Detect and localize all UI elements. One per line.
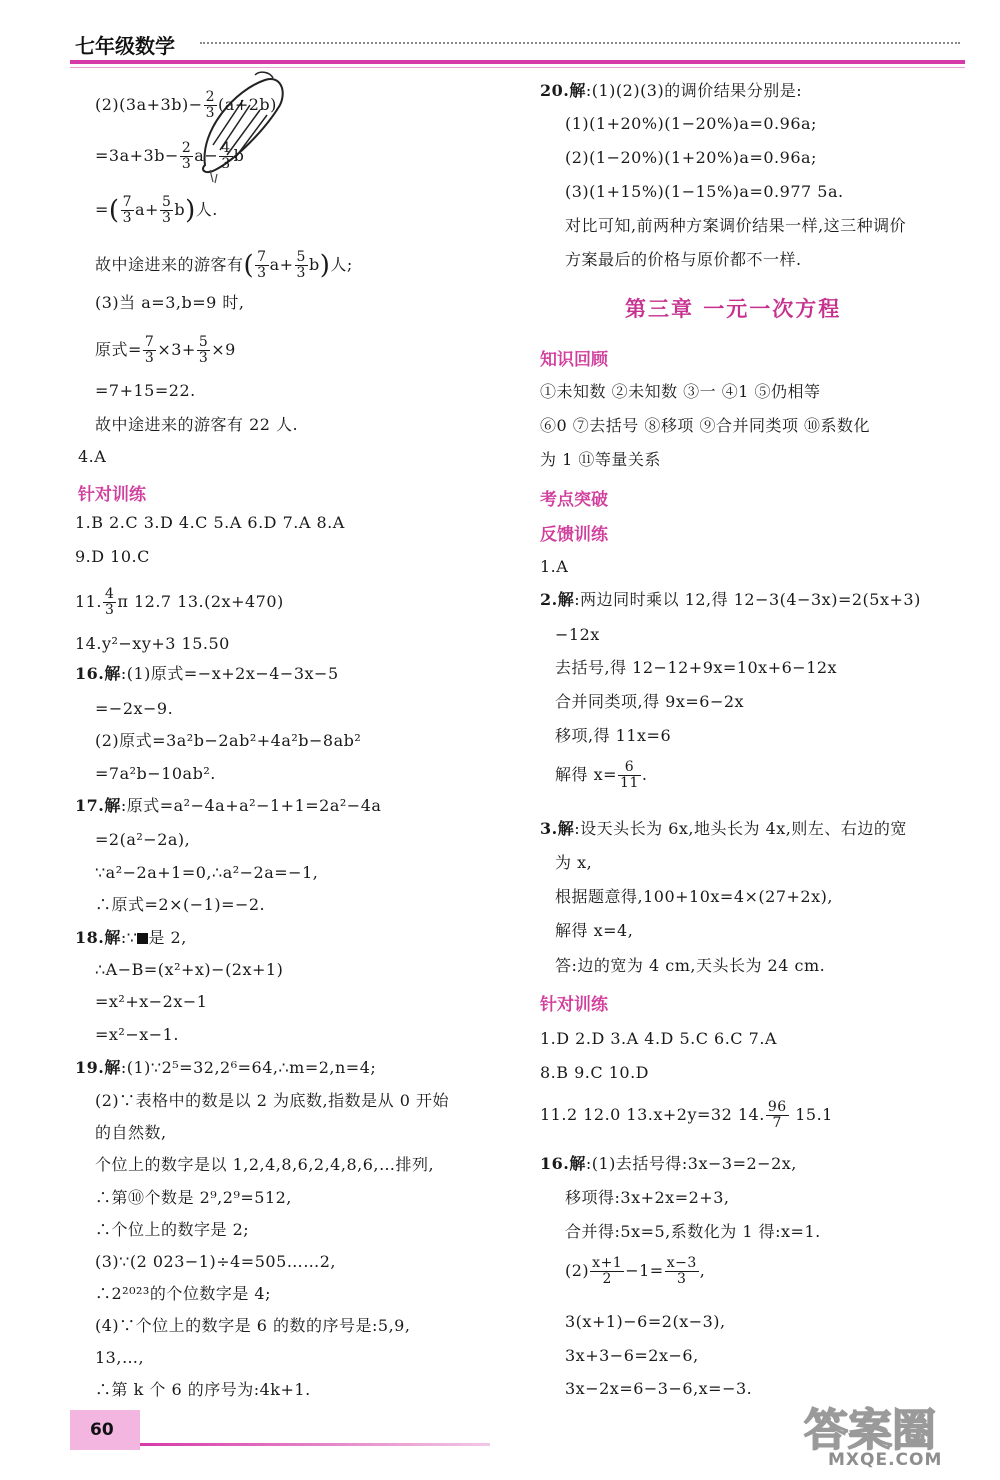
fraction-numerator: x+1 <box>592 1255 623 1271</box>
text-line <box>95 730 361 752</box>
text-line <box>565 1311 726 1333</box>
fraction-denominator: 3 <box>257 265 267 281</box>
text-run: 为 x, <box>555 853 593 872</box>
text-line <box>95 1187 292 1209</box>
text-line <box>565 1221 821 1243</box>
fraction <box>103 587 116 618</box>
text-run: ∴第⑩个数是 2⁹,2⁹=512, <box>95 1188 292 1207</box>
text-line <box>95 1219 249 1241</box>
text-line <box>555 624 600 646</box>
header-dotted-rule <box>200 42 960 44</box>
text-line <box>95 1024 179 1046</box>
fraction <box>121 195 134 226</box>
footer-rule <box>140 1443 490 1446</box>
text-run: =−2x−9. <box>95 699 174 718</box>
answer-label: 2.解 <box>540 590 575 609</box>
text-line <box>540 1062 649 1084</box>
text-line <box>75 795 381 817</box>
text-run: b <box>174 200 186 219</box>
text-line <box>95 90 277 121</box>
text-line <box>555 920 633 942</box>
text-run: a+ <box>134 200 159 219</box>
answer-label: 16.解 <box>540 1154 586 1173</box>
text-line <box>95 380 196 402</box>
text-line <box>565 215 906 237</box>
text-run: ×3+ <box>157 340 196 359</box>
text-line <box>95 894 265 916</box>
answer-label: 19.解 <box>75 1058 121 1077</box>
text-run: a+ <box>269 255 294 274</box>
text-line <box>565 181 844 203</box>
text-line <box>540 80 802 102</box>
watermark-glyph: 答案圈 <box>804 1405 936 1456</box>
fraction-numerator: 2 <box>181 140 192 156</box>
fraction <box>766 1100 789 1131</box>
text-run: :原式=a²−4a+a²−1+1=2a²−4a <box>120 796 382 815</box>
text-line <box>75 633 230 655</box>
fraction <box>665 1256 699 1287</box>
text-line <box>95 1122 167 1144</box>
text-run: :两边同时乘以 12,得 12−3(4−3x)=2(5x+3) <box>574 590 921 609</box>
fraction <box>160 195 173 226</box>
text-run: =7a²b−10ab². <box>95 764 216 783</box>
text-run: −12x <box>555 625 600 644</box>
text-line <box>565 1256 705 1287</box>
text-line <box>95 829 190 851</box>
text-run: :(1)去括号得:3x−3=2−2x, <box>585 1154 797 1173</box>
text-line <box>75 1057 376 1079</box>
text-run: b <box>308 255 320 274</box>
text-line <box>95 250 353 281</box>
text-line <box>565 147 817 169</box>
text-run: ∵a²−2a+1=0,∴a²−2a=−1, <box>95 863 319 882</box>
text-run: 人; <box>330 255 353 274</box>
text-run: 11. <box>75 592 102 611</box>
text-line <box>75 927 187 949</box>
text-run: =3a+3b− <box>95 146 179 165</box>
text-run: −1= <box>625 1261 664 1280</box>
text-line <box>540 556 568 578</box>
fraction-denominator: 3 <box>205 105 216 121</box>
fraction-denominator: 2 <box>602 1271 612 1287</box>
text-run: 人. <box>195 200 218 219</box>
text-line <box>75 512 345 534</box>
text-line <box>95 1347 144 1369</box>
text-run: 为 1 ⑪等量关系 <box>540 450 661 469</box>
text-run: =2(a²−2a), <box>95 830 191 849</box>
text-run: 原式= <box>95 340 142 359</box>
fraction <box>295 250 308 281</box>
text-line <box>95 1251 336 1273</box>
black-square-icon <box>137 933 148 944</box>
text-line <box>95 959 283 981</box>
text-line <box>555 691 744 713</box>
text-run: 是 2, <box>148 928 187 947</box>
text-run: 的自然数, <box>95 1123 167 1142</box>
text-line <box>555 955 825 977</box>
text-run: :∵ <box>120 928 138 947</box>
text-run: 3x+3−6=2x−6, <box>565 1346 699 1365</box>
large-paren: ) <box>319 250 331 281</box>
text-run: 15.1 <box>789 1105 833 1124</box>
fraction-numerator: 5 <box>198 334 209 350</box>
text-line <box>555 725 671 747</box>
fraction <box>255 250 268 281</box>
text-run: 1.B 2.C 3.D 4.C 5.A 6.D 7.A 8.A <box>75 513 345 532</box>
text-run: 方案最后的价格与原价都不一样. <box>565 250 802 269</box>
text-run: 合并同类项,得 9x=6−2x <box>555 692 745 711</box>
section-heading: 反馈训练 <box>540 525 608 545</box>
text-line <box>95 335 236 366</box>
fraction-denominator: 3 <box>144 350 155 366</box>
text-run: 根据题意得,100+10x=4×(27+2x), <box>555 887 833 906</box>
fraction-numerator: 7 <box>122 194 132 210</box>
text-line <box>555 852 592 874</box>
fraction-denominator: 3 <box>161 210 172 226</box>
text-run: 11.2 12.0 13.x+2y=32 14. <box>540 1105 765 1124</box>
fraction <box>197 335 210 366</box>
text-run: =x²−x−1. <box>95 1025 179 1044</box>
text-run: 移项,得 11x=6 <box>555 726 672 745</box>
text-run: 1.D 2.D 3.A 4.D 5.C 6.C 7.A <box>540 1029 777 1048</box>
text-line <box>95 195 218 226</box>
text-run: 答:边的宽为 4 cm,天头长为 24 cm. <box>555 956 826 975</box>
fraction <box>219 141 232 172</box>
fraction-denominator: 3 <box>122 210 132 226</box>
chapter-title: 第三章 一元一次方程 <box>625 297 842 321</box>
answer-label: 17.解 <box>75 796 121 815</box>
text-line <box>565 1378 752 1400</box>
text-run: 对比可知,前两种方案调价结果一样,这三种调价 <box>565 216 907 235</box>
text-run: 故中途进来的游客有 22 人. <box>95 415 299 434</box>
text-line <box>540 381 821 403</box>
page-number: 60 <box>90 1420 114 1440</box>
fraction-denominator: 3 <box>221 156 231 172</box>
fraction-denominator: 3 <box>296 265 306 281</box>
fraction-numerator: 4 <box>221 140 231 156</box>
text-run: π 12.7 13.(2x+470) <box>117 592 284 611</box>
text-run: 移项得:3x+2x=2+3, <box>565 1188 730 1207</box>
text-run: 合并得:5x=5,系数化为 1 得:x=1. <box>565 1222 821 1241</box>
fraction-numerator: x−3 <box>666 1255 697 1271</box>
text-line <box>540 818 907 840</box>
text-run: 8.B 9.C 10.D <box>540 1063 649 1082</box>
fraction-numerator: 7 <box>257 249 267 265</box>
large-paren: ( <box>243 250 255 281</box>
text-run: . <box>641 765 648 784</box>
text-run: :(1)∵2⁵=32,2⁶=64,∴m=2,n=4; <box>120 1058 377 1077</box>
text-line <box>95 292 244 314</box>
fraction <box>204 90 217 121</box>
text-run: :设天头长为 6x,地头长为 4x,则左、右边的宽 <box>574 819 907 838</box>
answer-label: 20.解 <box>540 81 586 100</box>
text-run: ①未知数 ②未知数 ③一 ④1 ⑤仍相等 <box>540 382 821 401</box>
section-heading: 知识回顾 <box>540 350 608 370</box>
text-line <box>78 446 106 468</box>
text-run: 故中途进来的游客有 <box>95 255 244 274</box>
header-title: 七年级数学 <box>75 34 175 58</box>
text-line <box>565 249 802 271</box>
text-run: 13,…, <box>95 1348 145 1367</box>
text-run: :(1)(2)(3)的调价结果分别是: <box>585 81 803 100</box>
text-run: 去括号,得 12−12+9x=10x+6−12x <box>555 658 838 677</box>
text-run: 9.D 10.C <box>75 547 150 566</box>
text-line <box>565 1187 729 1209</box>
fraction-numerator: 6 <box>618 760 641 776</box>
fraction <box>180 141 193 172</box>
text-line <box>95 1283 271 1305</box>
text-line <box>555 886 833 908</box>
text-run: ∴A−B=(x²+x)−(2x+1) <box>95 960 284 979</box>
fraction-numerator: 4 <box>104 586 115 602</box>
text-line <box>95 1154 434 1176</box>
text-line <box>540 1100 833 1131</box>
text-run: (2)原式=3a²b−2ab²+4a²b−8ab² <box>95 731 362 750</box>
text-line <box>565 1345 699 1367</box>
fraction-numerator: 5 <box>161 194 172 210</box>
text-line <box>75 663 339 685</box>
answer-label: 3.解 <box>540 819 575 838</box>
text-run: (a+2b) <box>218 95 277 114</box>
text-line <box>555 760 647 791</box>
text-line <box>95 1090 449 1112</box>
text-run: :(1)原式=−x+2x−4−3x−5 <box>120 664 339 683</box>
header-thin-rule <box>70 67 965 68</box>
fraction-numerator: 7 <box>144 334 155 350</box>
text-line <box>95 1379 311 1401</box>
text-line <box>540 1028 777 1050</box>
watermark-text: MXQE.COM <box>828 1450 943 1470</box>
fraction-denominator: 11 <box>620 775 639 791</box>
text-line <box>540 415 870 437</box>
text-run: 1.A <box>540 557 569 576</box>
text-run: ∴原式=2×(−1)=−2. <box>95 895 266 914</box>
text-run: (3)(1+15%)(1−15%)a=0.977 5a. <box>565 182 844 201</box>
text-run: ∴第 k 个 6 的序号为:4k+1. <box>95 1380 311 1399</box>
text-run: ∴个位上的数字是 2; <box>95 1220 250 1239</box>
text-line <box>95 698 173 720</box>
text-line <box>95 862 318 884</box>
large-paren: ) <box>185 195 196 226</box>
section-heading: 考点突破 <box>540 490 608 510</box>
text-line <box>95 141 244 172</box>
text-run: ⑥0 ⑦去括号 ⑧移项 ⑨合并同类项 ⑩系数化 <box>540 416 871 435</box>
text-line <box>555 657 837 679</box>
text-line <box>540 589 921 611</box>
text-run: a− <box>194 146 219 165</box>
fraction-numerator: 2 <box>205 89 216 105</box>
text-run: =7+15=22. <box>95 381 196 400</box>
answer-label: 16.解 <box>75 664 121 683</box>
text-line <box>95 414 298 436</box>
text-run: 解得 x=4, <box>555 921 634 940</box>
text-run: (1)(1+20%)(1−20%)a=0.96a; <box>565 114 817 133</box>
text-line <box>540 449 661 471</box>
large-paren: ( <box>108 195 120 226</box>
text-line <box>75 546 150 568</box>
text-line <box>540 1153 797 1175</box>
text-run: b <box>233 146 245 165</box>
text-run: 个位上的数字是以 1,2,4,8,6,2,4,8,6,…排列, <box>95 1155 435 1174</box>
text-run: =x²+x−2x−1 <box>95 992 208 1011</box>
text-run: 14.y²−xy+3 15.50 <box>75 634 230 653</box>
text-run: 3(x+1)−6=2(x−3), <box>565 1312 726 1331</box>
text-run: 3x−2x=6−3−6,x=−3. <box>565 1379 753 1398</box>
fraction-denominator: 3 <box>104 602 115 618</box>
text-run: 解得 x= <box>555 765 618 784</box>
fraction-numerator: 5 <box>296 249 306 265</box>
section-heading: 针对训练 <box>540 995 608 1015</box>
text-line <box>95 763 216 785</box>
fraction-denominator: 7 <box>772 1115 782 1131</box>
fraction-numerator: 96 <box>767 1099 787 1115</box>
text-line <box>75 587 284 618</box>
text-run: (4)∵个位上的数字是 6 的数的序号是:5,9, <box>95 1316 411 1335</box>
text-run: (2)∵表格中的数是以 2 为底数,指数是从 0 开始 <box>95 1091 449 1110</box>
fraction-denominator: 3 <box>198 350 209 366</box>
text-run: (3)当 a=3,b=9 时, <box>95 293 245 312</box>
fraction-denominator: 3 <box>677 1271 687 1287</box>
text-run: 4.A <box>78 447 107 466</box>
text-run: = <box>95 200 109 219</box>
text-run: (2) <box>565 1261 590 1280</box>
fraction <box>618 760 641 791</box>
fraction <box>143 335 156 366</box>
text-run: ∴2²⁰²³的个位数字是 4; <box>95 1284 271 1303</box>
text-line <box>95 991 207 1013</box>
fraction-denominator: 3 <box>181 156 192 172</box>
text-line <box>95 1315 410 1337</box>
text-run: (3)∵(2 023−1)÷4=505……2, <box>95 1252 337 1271</box>
text-run: (2)(1−20%)(1+20%)a=0.96a; <box>565 148 817 167</box>
text-line <box>565 113 817 135</box>
text-run: ×9 <box>211 340 236 359</box>
fraction <box>590 1256 624 1287</box>
text-run: (2)(3a+3b)− <box>95 95 203 114</box>
header-bar <box>70 60 965 64</box>
text-run: , <box>699 1261 706 1280</box>
answer-label: 18.解 <box>75 928 121 947</box>
section-heading: 针对训练 <box>78 485 146 505</box>
